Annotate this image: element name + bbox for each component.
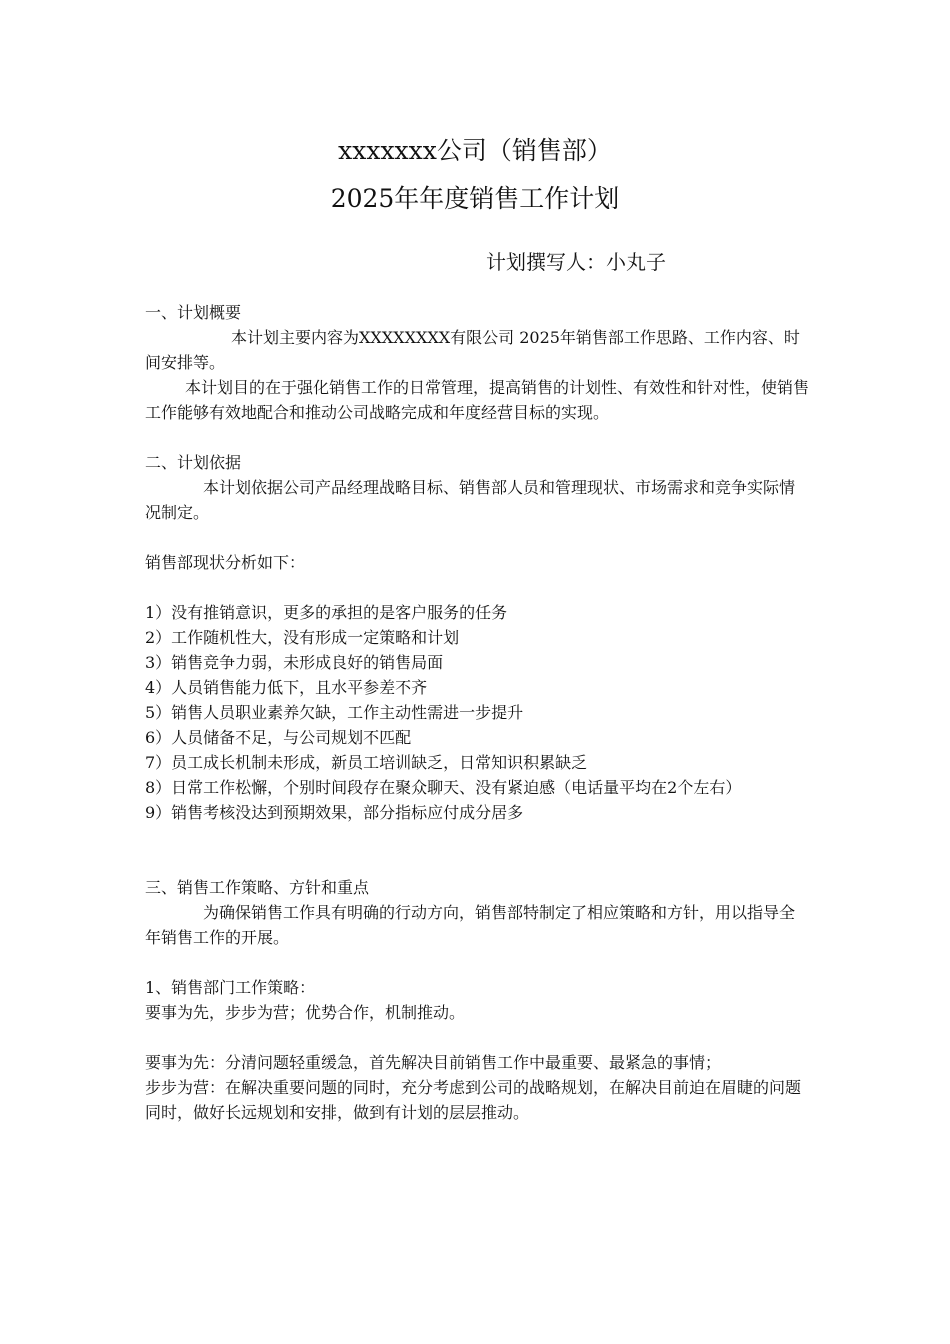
list-item: 2）工作随机性大，没有形成一定策略和计划 [145,628,460,647]
section-heading-strategy: 三、销售工作策略、方针和重点 [145,878,370,897]
list-item: 5）销售人员职业素养欠缺，工作主动性需进一步提升 [145,703,524,722]
basis-paragraph: 本计划依据公司产品经理战略目标、销售部人员和管理现状、市场需求和竞争实际情况制定。 [145,478,796,522]
section-heading-overview: 一、计划概要 [145,303,242,322]
status-list [145,600,810,825]
subsection-heading-strategy: 1、销售部门工作策略： [145,978,316,997]
section-heading-basis: 二、计划依据 [145,453,242,472]
list-item: 9）销售考核没达到预期效果，部分指标应付成分居多 [145,803,524,822]
strategy-paragraph: 为确保销售工作具有明确的行动方向，销售部特制定了相应策略和方针，用以指导全年销售工作的开展。 [145,903,796,947]
author-line: 计划撰写人：小丸子 [486,250,666,274]
list-item: 1）没有推销意识，更多的承担的是客户服务的任务 [145,603,508,622]
document-title: 2025年年度销售工作计划 [330,184,620,213]
status-heading: 销售部现状分析如下： [145,553,306,572]
strategy-point-2: 步步为营：在解决重要问题的同时，充分考虑到公司的战略规划，在解决目前迫在眉睫的问题同时，做好长远规划和安排，做到有计划的层层推动。 [145,1078,802,1122]
list-item: 7）员工成长机制未形成，新员工培训缺乏，日常知识积累缺乏 [145,753,588,772]
list-item: 3）销售竞争力弱，未形成良好的销售局面 [145,653,444,672]
list-item: 8）日常工作松懈，个别时间段存在聚众聊天、没有紧迫感（电话量平均在2个左右） [145,778,742,797]
overview-paragraph-1: 本计划主要内容为XXXXXXXX有限公司 2025年销售部工作思路、工作内容、时间安排等。 [145,328,800,372]
strategy-point-1: 要事为先：分清问题轻重缓急，首先解决目前销售工作中最重要、最紧急的事情； [145,1053,722,1072]
company-title: xxxxxxx公司（销售部） [338,136,612,165]
document-body [145,300,810,1125]
list-item: 6）人员储备不足，与公司规划不匹配 [145,728,412,747]
strategy-motto: 要事为先，步步为营；优势合作，机制推动。 [145,1003,466,1022]
list-item: 4）人员销售能力低下，且水平参差不齐 [145,678,428,697]
overview-paragraph-2: 本计划目的在于强化销售工作的日常管理，提高销售的计划性、有效性和针对性，使销售工作能够有效地配合和推动公司战略完成和年度经营目标的实现。 [145,378,810,422]
